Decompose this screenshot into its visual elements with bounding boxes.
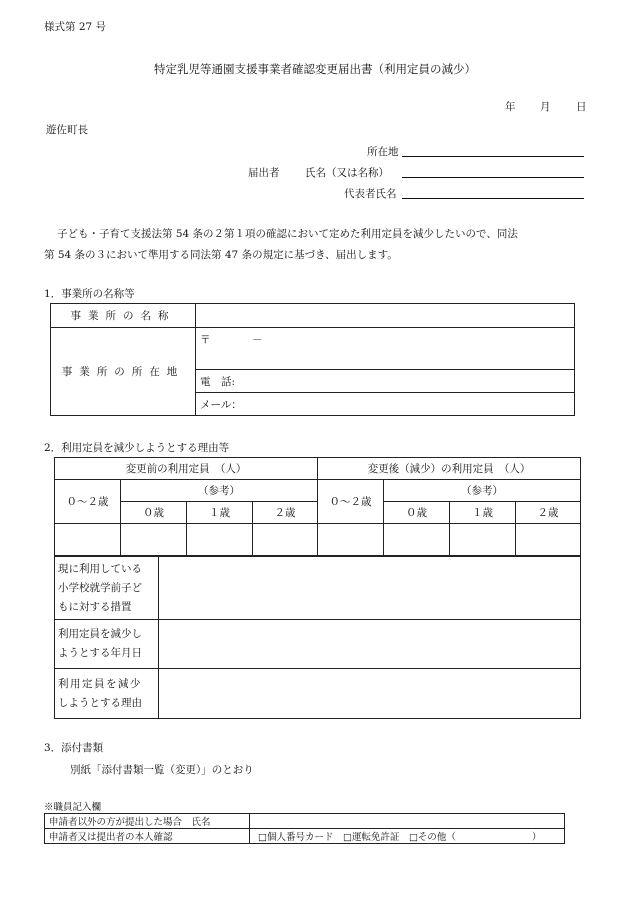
- facility-name-label: 事業所の名称: [51, 304, 196, 328]
- before-age0-input[interactable]: [121, 524, 187, 556]
- after-age1-input[interactable]: [450, 524, 516, 556]
- after-age1-header: １歳: [450, 502, 516, 524]
- email-label: メール：: [200, 398, 242, 411]
- staff-identity-checks[interactable]: □個人番号カード □運転免許証 □その他（ ）: [250, 829, 565, 844]
- section3-heading: 3．添付書類: [44, 742, 104, 754]
- after-age0-header: ０歳: [384, 502, 450, 524]
- staff-heading: ※職員記入欄: [44, 802, 102, 813]
- before-age1-input[interactable]: [187, 524, 253, 556]
- before-total-col-header: ０～２歳: [55, 480, 121, 524]
- before-capacity-header: 変更前の利用定員 （人）: [55, 458, 318, 480]
- applicant-label: 届出者: [248, 167, 280, 179]
- before-age2-input[interactable]: [253, 524, 318, 556]
- measures-label-line2: 小学校就学前子ど: [58, 581, 142, 594]
- facility-phone-field[interactable]: [196, 370, 575, 393]
- section2-heading: 2．利用定員を減少しようとする理由等: [44, 442, 230, 454]
- applicant-address-line[interactable]: [402, 144, 584, 157]
- measures-label: [55, 557, 159, 620]
- capacity-table: [54, 457, 581, 556]
- before-age2-header: ２歳: [253, 502, 318, 524]
- attachments-text: 別紙「添付書類一覧（変更）」のとおり: [70, 764, 254, 776]
- before-age1-header: １歳: [187, 502, 253, 524]
- facility-postal-field[interactable]: [196, 328, 575, 370]
- date-day-label: 日: [576, 101, 587, 113]
- before-total-input[interactable]: [55, 524, 121, 556]
- measures-label-line1: 現に利用している: [58, 562, 142, 575]
- facility-address-label: 事業所の所在地: [51, 328, 196, 416]
- applicant-rep-line[interactable]: [402, 186, 584, 199]
- facility-name-field[interactable]: [196, 304, 575, 328]
- form-number: 様式第 27 号: [44, 21, 107, 33]
- date-month-label: 月: [540, 101, 551, 113]
- reduction-date-field[interactable]: [159, 620, 581, 669]
- after-total-input[interactable]: [318, 524, 384, 556]
- date-year-label: 年: [505, 101, 516, 113]
- applicant-address-label: 所在地: [367, 146, 399, 158]
- reduction-date-label-line2: ようとする年月日: [58, 647, 142, 659]
- reduction-reason-label-line2: しようとする理由: [58, 696, 142, 709]
- reduction-reason-field[interactable]: [159, 669, 581, 719]
- before-age0-header: ０歳: [121, 502, 187, 524]
- after-age0-input[interactable]: [384, 524, 450, 556]
- postal-dash: －: [251, 334, 263, 346]
- reduction-reason-label-line1: 利用定員を減少: [58, 677, 142, 690]
- staff-table: [44, 813, 565, 844]
- staff-row1-label: 申請者以外の方が提出した場合 氏名: [45, 814, 250, 829]
- reduction-date-label: [55, 620, 159, 669]
- body-text-line2: 第 54 条の３において準用する同法第 47 条の規定に基づき、届出します。: [44, 249, 398, 261]
- phone-label: 電 話:: [200, 375, 236, 388]
- staff-row1-field[interactable]: [250, 814, 565, 829]
- applicant-rep-label: 代表者氏名: [344, 188, 397, 200]
- after-age2-input[interactable]: [516, 524, 581, 556]
- body-text-line1: 子ども・子育て支援法第 54 条の２第１項の確認において定めた利用定員を減少したいので、同法: [57, 228, 518, 240]
- after-age2-header: ２歳: [516, 502, 581, 524]
- reason-table: [54, 556, 581, 719]
- facility-email-field[interactable]: [196, 393, 575, 416]
- addressee: 遊佐町長: [46, 124, 88, 136]
- measures-field[interactable]: [159, 557, 581, 620]
- postal-prefix: 〒: [200, 334, 211, 346]
- section1-heading: 1．事業所の名称等: [44, 288, 135, 300]
- after-reference-header: （参考）: [384, 480, 581, 502]
- reduction-date-label-line1: 利用定員を減少し: [58, 628, 142, 640]
- before-reference-header: （参考）: [121, 480, 318, 502]
- applicant-name-line[interactable]: [402, 165, 584, 178]
- after-capacity-header: 変更後（減少）の利用定員 （人）: [318, 458, 581, 480]
- staff-row2-label: 申請者又は提出者の本人確認: [45, 829, 250, 844]
- facility-table: [50, 303, 575, 416]
- measures-label-line3: もに対する措置: [58, 600, 132, 613]
- applicant-name-label: 氏名（又は名称）: [305, 167, 389, 179]
- after-total-col-header: ０～２歳: [318, 480, 384, 524]
- document-title: 特定乳児等通園支援事業者確認変更届出書（利用定員の減少）: [154, 62, 476, 76]
- reduction-reason-label: [55, 669, 159, 719]
